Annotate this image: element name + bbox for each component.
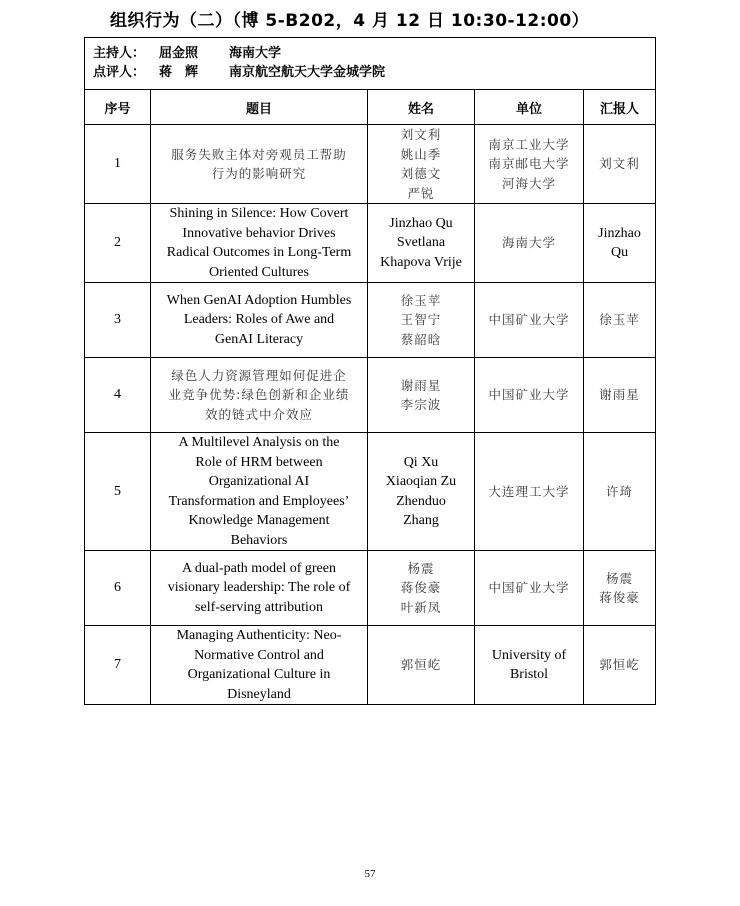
table-row <box>85 626 656 705</box>
author-names-line: 姚山季 <box>400 146 442 162</box>
paper-title <box>151 204 368 283</box>
row-number: 4 <box>85 358 151 433</box>
page-number: 57 <box>364 868 376 880</box>
paper-title <box>151 433 368 551</box>
paper-title <box>151 283 368 358</box>
paper-title-line: Transformation and Employees’ <box>168 493 350 509</box>
presenter-name <box>584 283 656 358</box>
author-units <box>475 626 584 705</box>
host-org: 海南大学 <box>229 46 282 61</box>
author-units-line: Bristol <box>509 667 549 682</box>
author-names-line: Jinzhao Qu <box>389 215 453 231</box>
table-header-row <box>85 90 656 125</box>
paper-title-line: When GenAI Adoption Humbles <box>166 292 352 308</box>
author-units-line: 大连理工大学 <box>488 483 570 499</box>
author-units <box>475 125 584 204</box>
paper-title-line: 效的链式中介效应 <box>204 406 313 422</box>
paper-title-line: A dual-path model of green <box>182 560 336 576</box>
column-header-no: 序号 <box>85 90 151 125</box>
presenter-name <box>584 125 656 204</box>
table-row <box>85 433 656 551</box>
author-names-line: Zhenduo <box>396 493 446 509</box>
paper-title-line: Shining in Silence: How Covert <box>169 206 349 221</box>
author-units-line: University of <box>491 647 567 663</box>
presenter-name-line: 许琦 <box>606 483 634 499</box>
reviewer-org: 南京航空航天大学金城学院 <box>229 65 386 80</box>
author-units <box>475 433 584 551</box>
presenter-name-line: 徐玉苹 <box>599 312 640 328</box>
presenter-name <box>584 626 656 705</box>
table-row <box>85 283 656 358</box>
host-label: 主持人： <box>93 46 146 61</box>
author-names-line: 杨震 <box>407 560 435 576</box>
reviewer-label: 点评人： <box>93 65 146 80</box>
presenter-name <box>584 433 656 551</box>
author-names-line: 严锐 <box>407 185 435 201</box>
author-names-line: Khapova Vrije <box>380 254 462 270</box>
row-number: 3 <box>85 283 151 358</box>
author-units <box>475 358 584 433</box>
author-names <box>368 283 475 358</box>
paper-title-line: Organizational Culture in <box>187 667 331 682</box>
reviewer-name: 蒋 辉 <box>159 65 199 80</box>
author-names-line: Xiaoqian Zu <box>385 474 457 489</box>
author-units <box>475 551 584 626</box>
paper-title <box>151 125 368 204</box>
paper-title <box>151 551 368 626</box>
author-units-line: 海南大学 <box>501 235 556 251</box>
paper-title-line: Managing Authenticity: Neo- <box>176 628 342 643</box>
row-number: 6 <box>85 551 151 626</box>
table-row <box>85 551 656 626</box>
row-number: 2 <box>85 204 151 283</box>
host-line <box>93 44 647 63</box>
author-names-line: 徐玉苹 <box>400 292 442 308</box>
paper-title-line: Disneyland <box>227 686 291 702</box>
paper-title <box>151 626 368 705</box>
host-name: 屈金照 <box>159 46 199 61</box>
paper-title-line: Role of HRM between <box>195 454 323 470</box>
column-header-names: 姓名 <box>368 90 475 125</box>
column-header-presenter: 汇报人 <box>584 90 656 125</box>
paper-title-line: visionary leadership: The role of <box>167 580 351 596</box>
paper-title-line: Oriented Cultures <box>209 264 309 280</box>
paper-title-line: Innovative behavior Drives <box>182 225 336 241</box>
presenter-name-line: 刘文利 <box>599 156 640 172</box>
table-row <box>85 204 656 283</box>
presenter-name <box>584 551 656 626</box>
author-names-line: 李宗波 <box>400 397 442 412</box>
author-units-line: 中国矿业大学 <box>488 580 570 596</box>
author-names-line: 刘德文 <box>400 166 442 181</box>
author-names-line: 谢雨星 <box>400 377 442 393</box>
author-names-line: Qi Xu <box>403 454 439 470</box>
author-units <box>475 283 584 358</box>
author-names-line: 刘文利 <box>400 127 442 142</box>
row-number: 7 <box>85 626 151 705</box>
reviewer-line <box>93 63 647 82</box>
page-title: 组织行为（二）（博 5-B202，4 月 12 日 10:30-12:00） <box>110 11 590 31</box>
table-row <box>85 125 656 204</box>
author-names-line: 蔡韶晗 <box>400 331 442 347</box>
author-names <box>368 551 475 626</box>
paper-title-line: A Multilevel Analysis on the <box>178 435 340 450</box>
presenter-name-line: 杨震 <box>606 570 634 586</box>
presenter-name-line: Jinzhao <box>598 225 641 241</box>
paper-title-line: 业竞争优势:绿色创新和企业绩 <box>168 387 350 403</box>
author-names-line: Svetlana <box>396 235 446 251</box>
session-info <box>85 38 656 90</box>
author-names-line: 叶新凤 <box>400 599 442 615</box>
author-names-line: 蒋俊豪 <box>400 580 442 596</box>
author-names <box>368 433 475 551</box>
author-names <box>368 204 475 283</box>
session-info-row <box>85 38 656 90</box>
paper-title-line: GenAI Literacy <box>214 331 304 347</box>
paper-title-line: Behaviors <box>230 532 288 548</box>
author-units-line: 南京邮电大学 <box>488 156 570 172</box>
column-header-title: 题目 <box>151 90 368 125</box>
paper-title-line: 行为的影响研究 <box>211 166 307 181</box>
table-body <box>85 125 656 705</box>
session-schedule-table <box>84 37 656 705</box>
paper-title <box>151 358 368 433</box>
row-number: 5 <box>85 433 151 551</box>
presenter-name <box>584 358 656 433</box>
author-units-line: 南京工业大学 <box>488 136 570 152</box>
paper-title-line: Radical Outcomes in Long-Term <box>166 245 352 260</box>
presenter-name-line: 谢雨星 <box>599 387 640 403</box>
author-units-line: 河海大学 <box>501 175 556 191</box>
author-names <box>368 626 475 705</box>
paper-title-line: 绿色人力资源管理如何促进企 <box>171 367 347 383</box>
paper-title-line: 服务失败主体对旁观员工帮助 <box>171 146 347 162</box>
presenter-name-line: 郭恒屹 <box>599 657 640 673</box>
paper-title-line: Leaders: Roles of Awe and <box>183 312 335 328</box>
paper-title-line: self-serving attribution <box>195 599 323 615</box>
table-row <box>85 358 656 433</box>
author-units-line: 中国矿业大学 <box>488 387 570 403</box>
row-number: 1 <box>85 125 151 204</box>
presenter-name-line: Qu <box>610 245 629 260</box>
author-names-line: Zhang <box>403 513 439 528</box>
column-header-unit: 单位 <box>475 90 584 125</box>
author-names <box>368 358 475 433</box>
author-units-line: 中国矿业大学 <box>488 312 570 328</box>
author-names-line: 王智宁 <box>400 312 442 328</box>
presenter-name-line: 蒋俊豪 <box>599 590 640 605</box>
presenter-name <box>584 204 656 283</box>
author-units <box>475 204 584 283</box>
paper-title-line: Knowledge Management <box>188 513 330 528</box>
paper-title-line: Organizational AI <box>208 474 310 489</box>
paper-title-line: Normative Control and <box>194 647 324 663</box>
author-names <box>368 125 475 204</box>
author-names-line: 郭恒屹 <box>400 657 442 673</box>
